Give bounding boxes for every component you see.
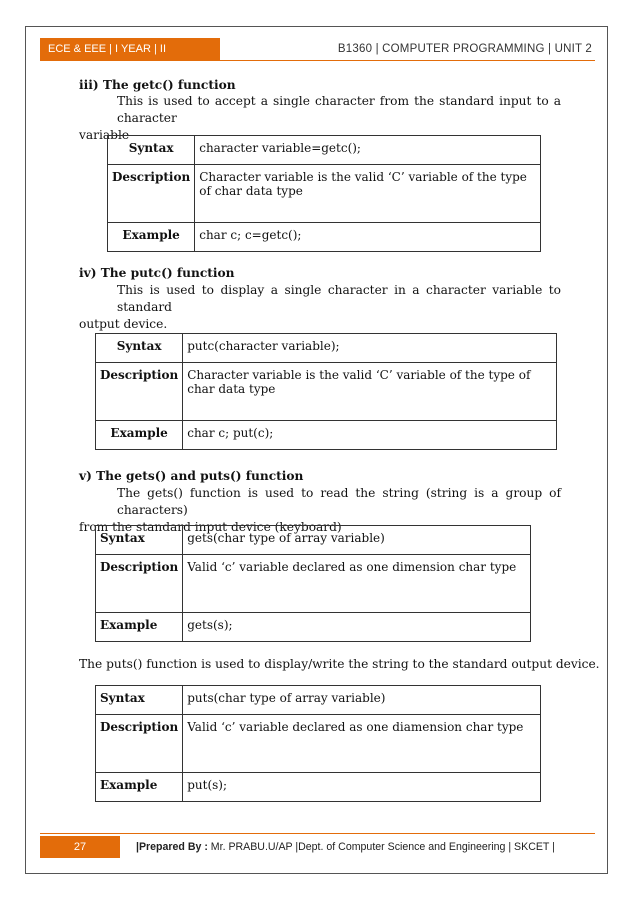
- example-value: put(s);: [183, 773, 541, 802]
- description-label: Description: [96, 555, 183, 613]
- putc-table: [95, 333, 557, 450]
- header-course: ECE & EEE | I YEAR | II SEMESTER: [40, 38, 220, 60]
- prepared-by-text: Mr. PRABU.U/AP |Dept. of Computer Science and Engineering | SKCET |: [207, 841, 555, 853]
- prepared-by-label: |Prepared By :: [136, 841, 208, 853]
- footer-credits: [136, 836, 555, 858]
- description-value: Valid ‘c’ variable declared as one dimension char type: [183, 555, 531, 613]
- page-number: 27: [40, 836, 120, 858]
- description-label: Description: [108, 165, 195, 223]
- description-value: Character variable is the valid ‘C’ variable of the type of char data type: [195, 165, 541, 223]
- example-value: char c; put(c);: [183, 421, 557, 450]
- puts-description: The puts() function is used to display/write the string to the standard output device.: [79, 657, 600, 671]
- getc-desc-line1: This is used to accept a single character from the standard input to a character: [117, 94, 561, 125]
- description-value: Valid ‘c’ variable declared as one diamension char type: [183, 715, 541, 773]
- footer-divider: [40, 833, 595, 834]
- description-label: Description: [96, 363, 183, 421]
- example-value: gets(s);: [183, 613, 531, 642]
- gets-desc-line1: The gets() function is used to read the string (string is a group of characters): [117, 486, 561, 517]
- example-label: Example: [108, 223, 195, 252]
- gets-table: [95, 525, 531, 642]
- syntax-label: Syntax: [96, 334, 183, 363]
- description-label: Description: [96, 715, 183, 773]
- gets-heading: v) The gets() and puts() function: [79, 469, 304, 483]
- putc-heading: iv) The putc() function: [79, 266, 235, 280]
- description-value: Character variable is the valid ‘C’ variable of the type of char data type: [183, 363, 557, 421]
- syntax-value: gets(char type of array variable): [183, 526, 531, 555]
- header-divider: [40, 60, 595, 61]
- puts-table: [95, 685, 541, 802]
- getc-table: [107, 135, 541, 252]
- syntax-value: puts(char type of array variable): [183, 686, 541, 715]
- putc-desc-line1: This is used to display a single character in a character variable to standard: [117, 283, 561, 314]
- putc-desc-line2: output device.: [79, 317, 168, 331]
- syntax-value: character variable=getc();: [195, 136, 541, 165]
- syntax-label: Syntax: [108, 136, 195, 165]
- getc-heading: iii) The getc() function: [79, 78, 236, 92]
- example-label: Example: [96, 421, 183, 450]
- putc-description: [79, 282, 561, 333]
- gets-desc-line2: from the standard input device (keyboard): [79, 520, 342, 534]
- syntax-label: Syntax: [96, 526, 183, 555]
- header-subject: B1360 | COMPUTER PROGRAMMING | UNIT 2: [337, 43, 592, 55]
- getc-desc-line2: variable: [79, 128, 130, 142]
- syntax-label: Syntax: [96, 686, 183, 715]
- example-label: Example: [96, 613, 183, 642]
- example-value: char c; c=getc();: [195, 223, 541, 252]
- example-label: Example: [96, 773, 183, 802]
- syntax-value: putc(character variable);: [183, 334, 557, 363]
